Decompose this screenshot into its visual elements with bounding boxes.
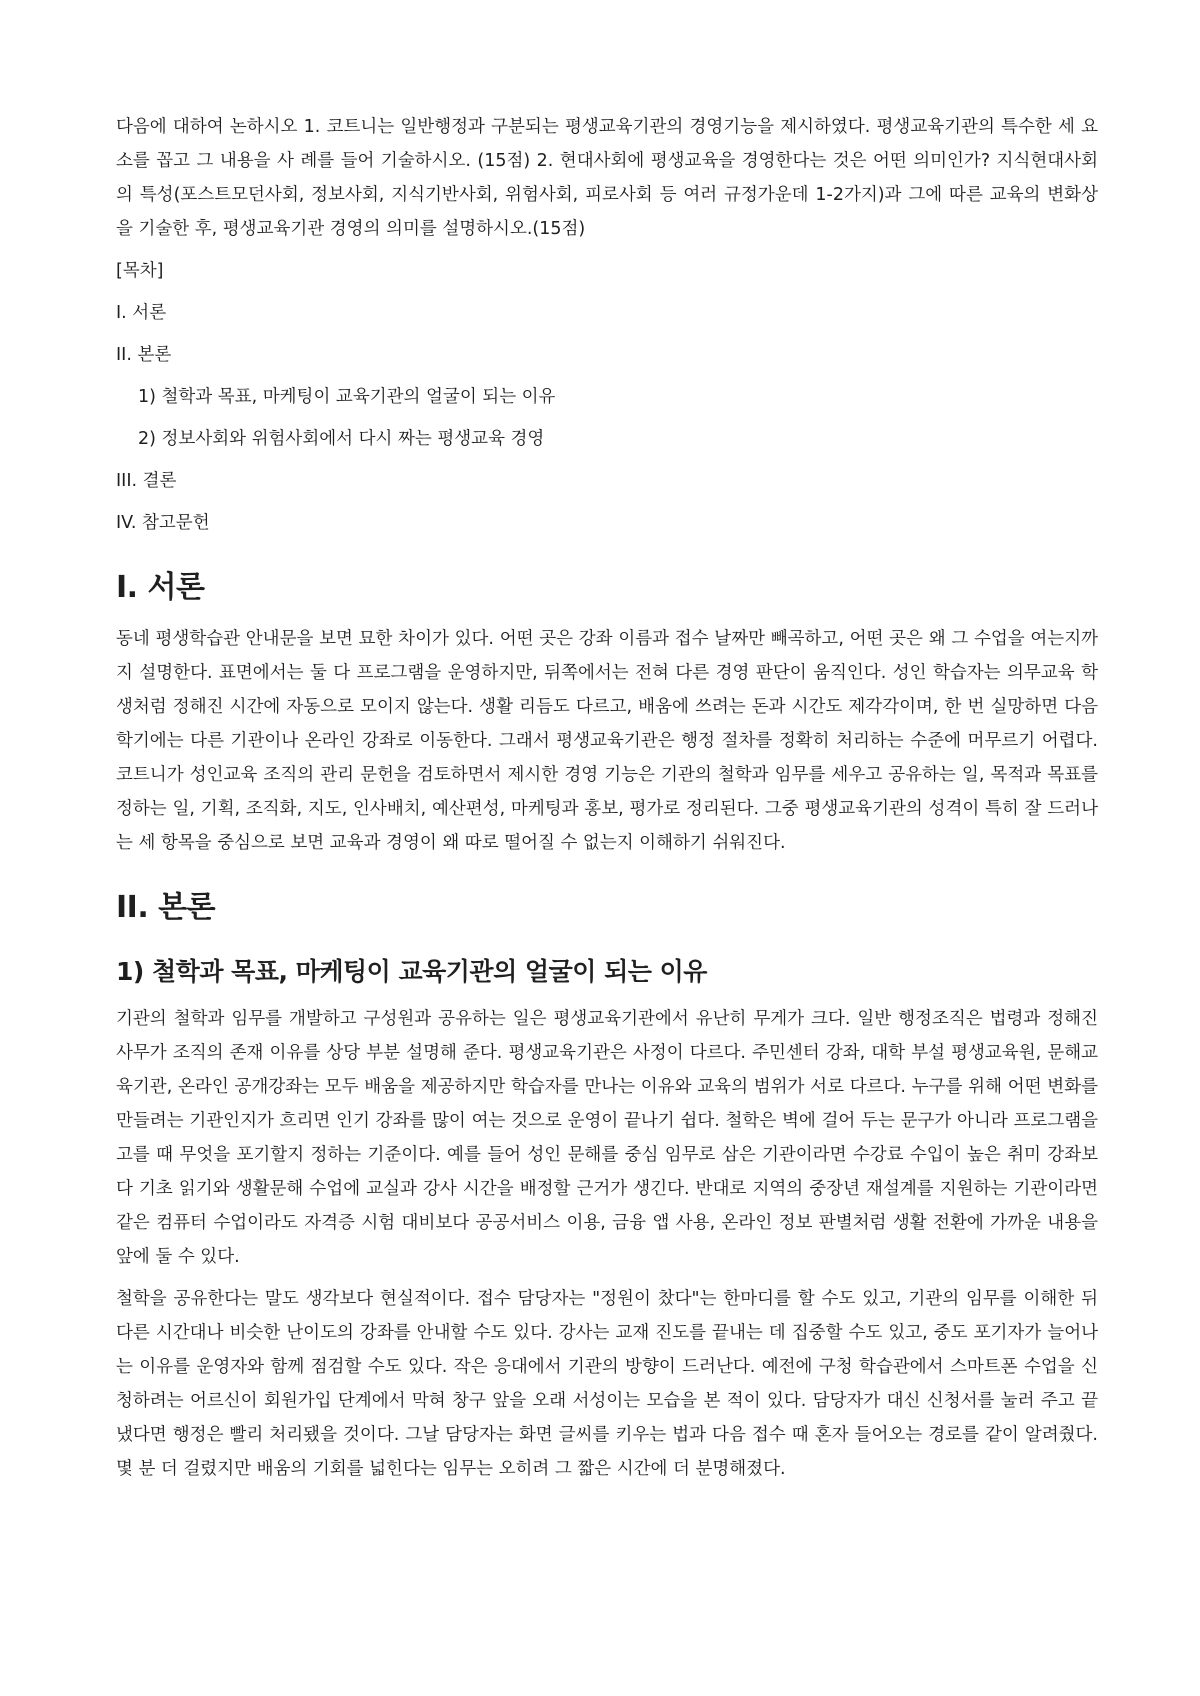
toc-item-references: IV. 참고문헌 (116, 513, 210, 533)
toc-subitem-1: 1) 철학과 목표, 마케팅이 교육기관의 얼굴이 되는 이유 (138, 387, 556, 407)
body-paragraph-1: 기관의 철학과 임무를 개발하고 구성원과 공유하는 일은 평생교육기관에서 유난히 무게가 크다. 일반 행정조직은 법령과 정해진 사무가 조직의 존재 이유를 상당 부분 설명해 준다. 평생교육기관은 사정이 다르다. 주민센터 강좌, 대학 부설 평생교육원, 문해교육기관, 온라인 공개강좌는 모두 배움을 제공하지만 학습자를 만나는 이유와 교육의 범위가 서로 다르다. 누구를 위해 어떤 변화를 만들려는 기관인지가 흐리면 인기 강좌를 많이 여는 것으로 운영이 끝나기 쉽다. 철학은 벽에 걸어 두는 문구가 아니라 프로그램을 고를 때 무엇을 포기할지 정하는 기준이다. 예를 들어 성인 문해를 중심 임무로 삼은 기관이라면 수강료 수입이 높은 취미 강좌보다 기초 읽기와 생활문해 수업에 교실과 강사 시간을 배정할 근거가 생긴다. 반대로 지역의 중장년 재설계를 지원하는 기관이라면 같은 컴퓨터 수업이라도 자격증 시험 대비보다 공공서비스 이용, 금융 앱 사용, 온라인 정보 판별처럼 생활 전환에 가까운 내용을 앞에 둘 수 있다. (116, 1009, 1098, 1267)
intro-paragraph: 동네 평생학습관 안내문을 보면 묘한 차이가 있다. 어떤 곳은 강좌 이름과 접수 날짜만 빼곡하고, 어떤 곳은 왜 그 수업을 여는지까지 설명한다. 표면에서는 둘 다 프로그램을 운영하지만, 뒤쪽에서는 전혀 다른 경영 판단이 움직인다. 성인 학습자는 의무교육 학생처럼 정해진 시간에 자동으로 모이지 않는다. 생활 리듬도 다르고, 배움에 쓰려는 돈과 시간도 제각각이며, 한 번 실망하면 다음 학기에는 다른 기관이나 온라인 강좌로 이동한다. 그래서 평생교육기관은 행정 절차를 정확히 처리하는 수준에 머무르기 어렵다. 코트니가 성인교육 조직의 관리 문헌을 검토하면서 제시한 경영 기능은 기관의 철학과 임무를 세우고 공유하는 일, 목적과 목표를 정하는 일, 기획, 조직화, 지도, 인사배치, 예산편성, 마케팅과 홍보, 평가로 정리된다. 그중 평생교육기관의 성격이 특히 잘 드러나는 세 항목을 중심으로 보면 교육과 경영이 왜 따로 떨어질 수 없는지 이해하기 쉬워진다. (116, 629, 1099, 853)
subsection-heading-1: 1) 철학과 목표, 마케팅이 교육기관의 얼굴이 되는 이유 (116, 957, 707, 986)
toc-item-body: II. 본론 (116, 345, 172, 365)
toc-item-intro: I. 서론 (116, 303, 167, 323)
toc-subitem-2: 2) 정보사회와 위험사회에서 다시 짜는 평생교육 경영 (138, 429, 545, 449)
toc-item-conclusion: III. 결론 (116, 471, 177, 491)
body-paragraph-2: 철학을 공유한다는 말도 생각보다 현실적이다. 접수 담당자는 "정원이 찼다"는 한마디를 할 수도 있고, 기관의 임무를 이해한 뒤 다른 시간대나 비슷한 난이도의 강좌를 안내할 수도 있다. 강사는 교재 진도를 끝내는 데 집중할 수도 있고, 중도 포기자가 늘어나는 이유를 운영자와 함께 점검할 수도 있다. 작은 응대에서 기관의 방향이 드러난다. 예전에 구청 학습관에서 스마트폰 수업을 신청하려는 어르신이 회원가입 단계에서 막혀 창구 앞을 오래 서성이는 모습을 본 적이 있다. 담당자가 대신 신청서를 눌러 주고 끝냈다면 행정은 빨리 처리됐을 것이다. 그날 담당자는 화면 글씨를 키우는 법과 다음 접수 때 혼자 들어오는 경로를 같이 알려줬다. 몇 분 더 걸렸지만 배움의 기회를 넓힌다는 임무는 오히려 그 짧은 시간에 더 분명해졌다. (116, 1289, 1098, 1479)
assignment-prompt: 다음에 대하여 논하시오 1. 코트니는 일반행정과 구분되는 평생교육기관의 경영기능을 제시하였다. 평생교육기관의 특수한 세 요소를 꼽고 그 내용을 사 례를 들어 기술하시오. (15점) 2. 현대사회에 평생교육을 경영한다는 것은 어떤 의미인가? 지식현대사회의 특성(포스트모던사회, 정보사회, 지식기반사회, 위험사회, 피로사회 등 여러 규정가운데 1-2가지)과 그에 따른 교육의 변화상을 기술한 후, 평생교육기관 경영의 의미를 설명하시오.(15점) (116, 117, 1098, 239)
section-heading-intro: I. 서론 (116, 570, 205, 605)
table-of-contents (116, 254, 1098, 540)
section-heading-body: II. 본론 (116, 890, 216, 925)
toc-title: [목차] (116, 261, 164, 281)
